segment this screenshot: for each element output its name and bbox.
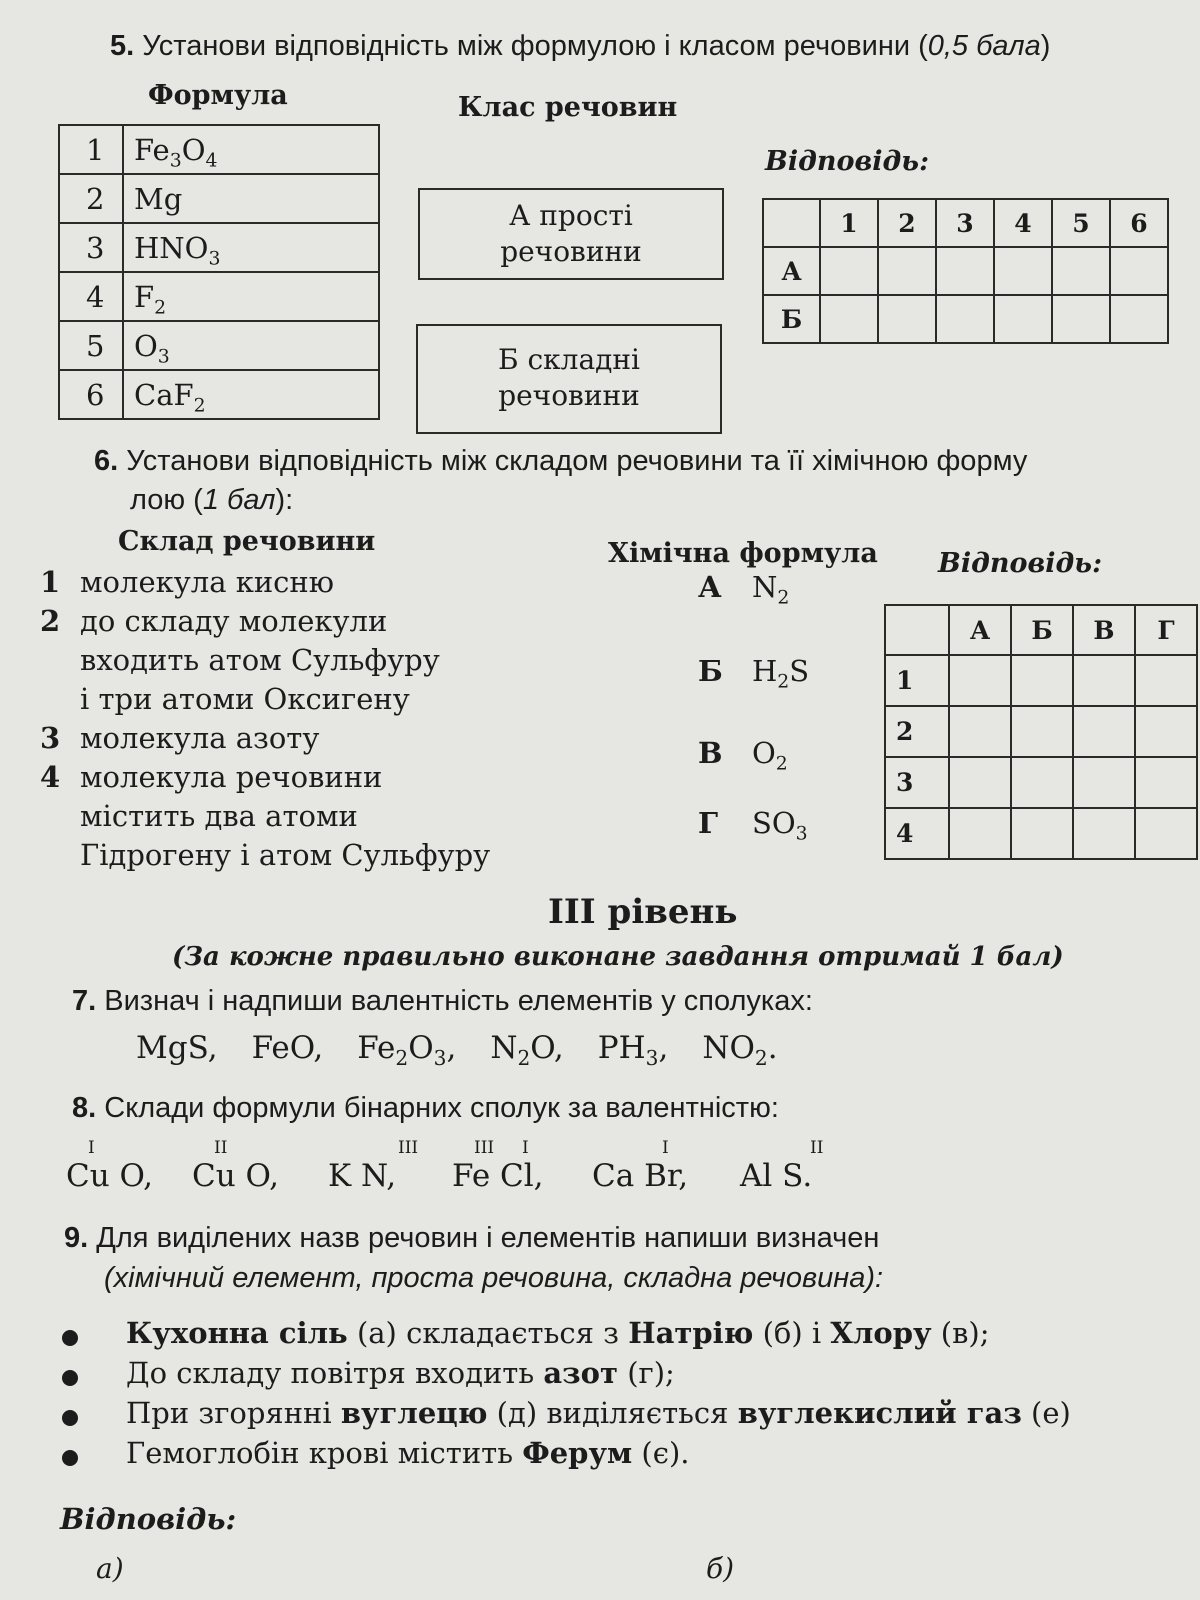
compound xyxy=(357,1030,457,1071)
b1-sodium: Натрію xyxy=(628,1316,754,1350)
answer-grid-corner xyxy=(885,605,949,655)
valence-formula xyxy=(66,1158,153,1194)
task6-number: 6. xyxy=(94,445,119,477)
answer-grid-row xyxy=(885,655,1197,706)
answer-cell[interactable] xyxy=(1011,706,1073,757)
compound-subscript: 3 xyxy=(433,1046,447,1071)
b3-co2: вуглекислий газ xyxy=(737,1396,1022,1430)
task5-formula-header: Формула xyxy=(148,80,288,111)
chem-formula-option xyxy=(698,806,808,845)
composition-line xyxy=(40,604,387,638)
answer-grid-row xyxy=(763,247,1168,295)
compound-separator: , xyxy=(446,1030,457,1066)
formula-base: O xyxy=(134,328,158,363)
valence-pair xyxy=(66,1138,153,1194)
answer-cell[interactable] xyxy=(1052,247,1110,295)
composition-number: 1 xyxy=(40,565,61,599)
formula-part: S xyxy=(789,654,810,688)
formula-base: N xyxy=(752,570,778,604)
pair-separator: , xyxy=(386,1158,397,1194)
compound-separator: . xyxy=(767,1030,778,1066)
class-a-line2: речовини xyxy=(500,235,642,268)
valence-a: III xyxy=(474,1138,495,1158)
answer-grid-row xyxy=(885,757,1197,808)
element-b: N xyxy=(361,1158,387,1194)
task9-bullet3 xyxy=(126,1396,1071,1430)
formula-subscript: 3 xyxy=(208,248,221,270)
task5-answer-grid xyxy=(762,198,1169,344)
task7-text: Визнач і надпиши валентність елементів у сполуках: xyxy=(104,985,813,1017)
class-b-line1: Б складні xyxy=(498,343,640,376)
formula-row-formula xyxy=(123,223,379,272)
valence-pair xyxy=(452,1138,544,1194)
answer-grid-row-header: 1 xyxy=(885,655,949,706)
element-b: Cl xyxy=(500,1158,534,1194)
b3-text1: При згорянні xyxy=(126,1396,341,1430)
formula-row-number: 2 xyxy=(59,174,123,223)
task6-formula-header: Хімічна формула xyxy=(608,538,878,569)
class-a-line1: А прості xyxy=(509,199,633,232)
answer-cell[interactable] xyxy=(949,706,1011,757)
task6-text-line2a: лою ( xyxy=(130,484,203,516)
level3-subtitle: (За кожне правильно виконане завдання отримай 1 бал) xyxy=(172,942,1064,972)
compound-separator: , xyxy=(313,1030,324,1066)
formula-base: Fe xyxy=(134,132,170,167)
task6-answer-label: Відповідь: xyxy=(938,548,1103,579)
task9-text-line1: Для виділених назв речовин і елементів напиши визначен xyxy=(96,1222,880,1254)
answer-cell[interactable] xyxy=(1073,655,1135,706)
formula-row-formula xyxy=(123,125,379,174)
formula-letter: Б xyxy=(698,654,723,688)
b1-salt: Кухонна сіль xyxy=(126,1316,348,1350)
valence-formula xyxy=(592,1158,688,1194)
formula-row xyxy=(59,370,379,419)
answer-grid-col-header: А xyxy=(949,605,1011,655)
formula-letter: В xyxy=(698,736,723,770)
answer-cell[interactable] xyxy=(820,247,878,295)
b4-text1: Гемоглобін крові містить xyxy=(126,1436,523,1470)
composition-line xyxy=(40,643,440,677)
formula-base: HNO xyxy=(134,230,209,265)
composition-number: 4 xyxy=(40,760,61,794)
task5-formula-table xyxy=(58,124,380,420)
bullet-dot xyxy=(62,1450,78,1466)
valence-formula xyxy=(452,1158,544,1194)
answer-grid-header-row xyxy=(885,605,1197,655)
composition-line xyxy=(40,565,334,599)
compound-base: N xyxy=(490,1030,518,1066)
pair-separator: , xyxy=(678,1158,689,1194)
answer-cell[interactable] xyxy=(1110,247,1168,295)
answer-cell[interactable] xyxy=(994,247,1052,295)
valence-b: III xyxy=(398,1138,419,1158)
answer-cell[interactable] xyxy=(1073,757,1135,808)
valence-a: I xyxy=(88,1138,95,1158)
pair-separator: . xyxy=(802,1158,813,1194)
formula-letter: А xyxy=(698,570,722,604)
answer-cell[interactable] xyxy=(1110,295,1168,343)
compound-part: O xyxy=(408,1030,434,1066)
answer-cell[interactable] xyxy=(1052,295,1110,343)
answer-cell[interactable] xyxy=(994,295,1052,343)
compound-subscript: 2 xyxy=(395,1046,409,1071)
formula-part: O xyxy=(181,132,206,167)
answer-grid-col-header: 3 xyxy=(936,199,994,247)
task5-text: Установи відповідність між формулою і класом речовини ( xyxy=(142,30,928,62)
task8-number: 8. xyxy=(72,1092,97,1124)
task8-text: Склади формули бінарних сполук за валентністю: xyxy=(104,1092,779,1124)
b3-text3: (е) xyxy=(1021,1396,1071,1430)
answer-grid-row xyxy=(763,295,1168,343)
element-b: S xyxy=(782,1158,803,1194)
task6-composition-header: Склад речовини xyxy=(118,526,376,557)
compound-subscript: 3 xyxy=(645,1046,659,1071)
formula-letter: Г xyxy=(698,806,719,840)
element-a: K xyxy=(328,1158,352,1194)
element-b: Br xyxy=(644,1158,679,1194)
formula-base: Mg xyxy=(134,181,183,216)
formula-row-formula xyxy=(123,321,379,370)
element-a: Al xyxy=(740,1158,773,1194)
formula-row xyxy=(59,272,379,321)
formula-subscript: 2 xyxy=(193,395,206,417)
composition-line xyxy=(40,682,410,716)
b2-text2: (г); xyxy=(617,1356,675,1390)
answer-grid-row-header: 3 xyxy=(885,757,949,808)
task9-answer-label: Відповідь: xyxy=(60,1502,237,1536)
formula-row-formula xyxy=(123,370,379,419)
task9-number: 9. xyxy=(64,1222,89,1254)
formula-base: F xyxy=(134,279,155,314)
pair-separator: , xyxy=(269,1158,280,1194)
answer-cell[interactable] xyxy=(1135,757,1197,808)
b1-text2: (б) і xyxy=(753,1316,831,1350)
composition-line xyxy=(40,838,490,872)
b1-text1: (а) складається з xyxy=(347,1316,629,1350)
formula-subscript: 2 xyxy=(777,671,790,693)
answer-cell[interactable] xyxy=(936,247,994,295)
valence-pair xyxy=(740,1138,824,1194)
compound-separator: , xyxy=(207,1030,218,1066)
task5-statement xyxy=(110,30,1050,63)
task6-statement-line2 xyxy=(130,484,293,517)
b1-text3: (в); xyxy=(931,1316,990,1350)
answer-cell[interactable] xyxy=(936,295,994,343)
valence-a: II xyxy=(214,1138,228,1158)
answer-grid-col-header: 1 xyxy=(820,199,878,247)
formula-row xyxy=(59,223,379,272)
formula-base: CaF xyxy=(134,377,194,412)
compound-separator: , xyxy=(553,1030,564,1066)
formula-row xyxy=(59,321,379,370)
composition-line xyxy=(40,760,382,794)
valence-marks xyxy=(740,1138,824,1158)
composition-text: молекула кисню xyxy=(80,565,334,599)
compound-subscript: 2 xyxy=(517,1046,531,1071)
compound-base: MgS xyxy=(136,1030,208,1066)
element-a: Fe xyxy=(452,1158,491,1194)
task7-statement xyxy=(72,985,813,1018)
task9-bullet2 xyxy=(126,1356,675,1390)
element-a: Cu xyxy=(192,1158,236,1194)
answer-grid-row xyxy=(885,808,1197,859)
composition-text: Гідрогену і атом Сульфуру xyxy=(80,838,491,872)
task9-bullet4 xyxy=(126,1436,690,1470)
valence-marks xyxy=(592,1138,688,1158)
answer-grid-col-header: Б xyxy=(1011,605,1073,655)
valence-pair xyxy=(592,1138,688,1194)
composition-text: молекула речовини xyxy=(80,760,383,794)
answer-cell[interactable] xyxy=(878,295,936,343)
valence-pair xyxy=(192,1138,279,1194)
formula-row xyxy=(59,174,379,223)
answer-grid-corner xyxy=(763,199,820,247)
b3-carbon: вуглецю xyxy=(340,1396,488,1430)
composition-line xyxy=(40,799,358,833)
bullet-dot xyxy=(62,1410,78,1426)
bullet-dot xyxy=(62,1330,78,1346)
compound xyxy=(490,1030,564,1071)
formula-row-number: 4 xyxy=(59,272,123,321)
task9-statement-line1 xyxy=(64,1222,879,1255)
b3-text2: (д) виділяється xyxy=(487,1396,738,1430)
task5-points: 0,5 бала xyxy=(927,30,1041,62)
formula-row-formula xyxy=(123,272,379,321)
composition-text: і три атоми Оксигену xyxy=(80,682,410,716)
answer-cell[interactable] xyxy=(949,655,1011,706)
task6-points: 1 бал xyxy=(202,484,276,516)
b2-text1: До складу повітря входить xyxy=(126,1356,544,1390)
compound xyxy=(702,1030,778,1071)
formula-subscript: 2 xyxy=(775,753,788,775)
answer-cell[interactable] xyxy=(878,247,936,295)
task8-statement xyxy=(72,1092,779,1125)
element-a: Ca xyxy=(592,1158,635,1194)
chem-formula-option xyxy=(698,736,788,775)
valence-marks xyxy=(452,1138,544,1158)
class-b-line2: речовини xyxy=(498,379,640,412)
chem-formula-option xyxy=(698,570,790,609)
valence-formula xyxy=(740,1158,812,1194)
formula-row-number: 1 xyxy=(59,125,123,174)
chem-formula-option xyxy=(698,654,810,693)
valence-b: II xyxy=(810,1138,824,1158)
level3-title: III рівень xyxy=(548,892,738,932)
element-a: Cu xyxy=(66,1158,110,1194)
answer-grid-row xyxy=(885,706,1197,757)
b4-text2: (є). xyxy=(632,1436,690,1470)
valence-formula xyxy=(192,1158,279,1194)
answer-grid-row-header: А xyxy=(763,247,820,295)
formula-subscript: 3 xyxy=(795,823,808,845)
compound-subscript: 2 xyxy=(754,1046,768,1071)
answer-b-label: б) xyxy=(706,1552,735,1585)
compound-base: NO xyxy=(702,1030,755,1066)
answer-grid-col-header: В xyxy=(1073,605,1135,655)
valence-marks xyxy=(192,1138,279,1158)
answer-cell[interactable] xyxy=(1073,808,1135,859)
formula-subscript: 2 xyxy=(154,297,167,319)
task9-statement-line2: (хімічний елемент, проста речовина, складна речовина): xyxy=(104,1262,884,1294)
task5-answer-label: Відповідь: xyxy=(765,146,930,177)
task5-class-header: Клас речовин xyxy=(458,92,678,123)
formula-base: O xyxy=(752,736,776,770)
valence-pair xyxy=(328,1138,419,1194)
compound-part: O xyxy=(530,1030,554,1066)
answer-a-label: а) xyxy=(96,1552,124,1585)
formula-row-number: 5 xyxy=(59,321,123,370)
answer-cell[interactable] xyxy=(820,295,878,343)
compound-base: FeO xyxy=(251,1030,314,1066)
formula-row-formula xyxy=(123,174,379,223)
answer-cell[interactable] xyxy=(1011,655,1073,706)
compound-separator: , xyxy=(658,1030,669,1066)
compound xyxy=(252,1030,324,1066)
composition-text: входить атом Сульфуру xyxy=(80,643,440,677)
element-b: O xyxy=(119,1158,144,1194)
answer-grid-col-header: 5 xyxy=(1052,199,1110,247)
class-a-box xyxy=(418,188,724,280)
answer-cell[interactable] xyxy=(949,757,1011,808)
compound xyxy=(597,1030,669,1071)
pair-separator: , xyxy=(533,1158,544,1194)
composition-number: 3 xyxy=(40,721,61,755)
answer-cell[interactable] xyxy=(1135,808,1197,859)
answer-grid-col-header: 4 xyxy=(994,199,1052,247)
formula-row-number: 3 xyxy=(59,223,123,272)
answer-grid-col-header: 2 xyxy=(878,199,936,247)
answer-grid-header-row xyxy=(763,199,1168,247)
answer-grid-row-header: Б xyxy=(763,295,820,343)
pair-separator: , xyxy=(143,1158,154,1194)
task6-answer-grid xyxy=(884,604,1198,860)
answer-grid-col-header: 6 xyxy=(1110,199,1168,247)
formula-row-number: 6 xyxy=(59,370,123,419)
task5-close: ) xyxy=(1040,30,1051,62)
answer-grid-col-header: Г xyxy=(1135,605,1197,655)
element-b: O xyxy=(245,1158,270,1194)
task6-statement-line1 xyxy=(94,445,1027,478)
answer-cell[interactable] xyxy=(949,808,1011,859)
composition-text: містить два атоми xyxy=(80,799,358,833)
answer-cell[interactable] xyxy=(1073,706,1135,757)
formula-subscript: 4 xyxy=(205,150,218,172)
composition-text: до складу молекули xyxy=(80,604,388,638)
answer-grid-row-header: 4 xyxy=(885,808,949,859)
b4-iron: Ферум xyxy=(522,1436,633,1470)
formula-row xyxy=(59,125,379,174)
b2-nitrogen: азот xyxy=(543,1356,618,1390)
formula-base: H xyxy=(752,654,778,688)
compound xyxy=(136,1030,218,1066)
task9-bullet1 xyxy=(126,1316,990,1350)
task6-text-line1: Установи відповідність між складом речовини та її хімічною форму xyxy=(126,445,1028,477)
formula-base: SO xyxy=(752,806,796,840)
task7-compounds xyxy=(136,1030,812,1071)
answer-cell[interactable] xyxy=(1011,808,1073,859)
task7-number: 7. xyxy=(72,985,97,1017)
task5-number: 5. xyxy=(110,30,135,62)
answer-cell[interactable] xyxy=(1135,706,1197,757)
valence-marks xyxy=(66,1138,153,1158)
formula-subscript: 3 xyxy=(169,150,182,172)
composition-text: молекула азоту xyxy=(80,721,320,755)
b1-chlorine: Хлору xyxy=(830,1316,932,1350)
valence-b: I xyxy=(662,1138,669,1158)
answer-cell[interactable] xyxy=(1135,655,1197,706)
valence-formula xyxy=(328,1158,396,1194)
formula-subscript: 2 xyxy=(777,587,790,609)
answer-grid-row-header: 2 xyxy=(885,706,949,757)
bullet-dot xyxy=(62,1370,78,1386)
composition-line xyxy=(40,721,319,755)
task6-text-line2b: ): xyxy=(275,484,294,516)
formula-subscript: 3 xyxy=(157,346,170,368)
valence-b: I xyxy=(522,1138,529,1158)
compound-base: Fe xyxy=(357,1030,396,1066)
answer-cell[interactable] xyxy=(1011,757,1073,808)
composition-number: 2 xyxy=(40,604,61,638)
class-b-box xyxy=(416,324,722,434)
valence-marks xyxy=(328,1138,419,1158)
compound-base: PH xyxy=(597,1030,646,1066)
